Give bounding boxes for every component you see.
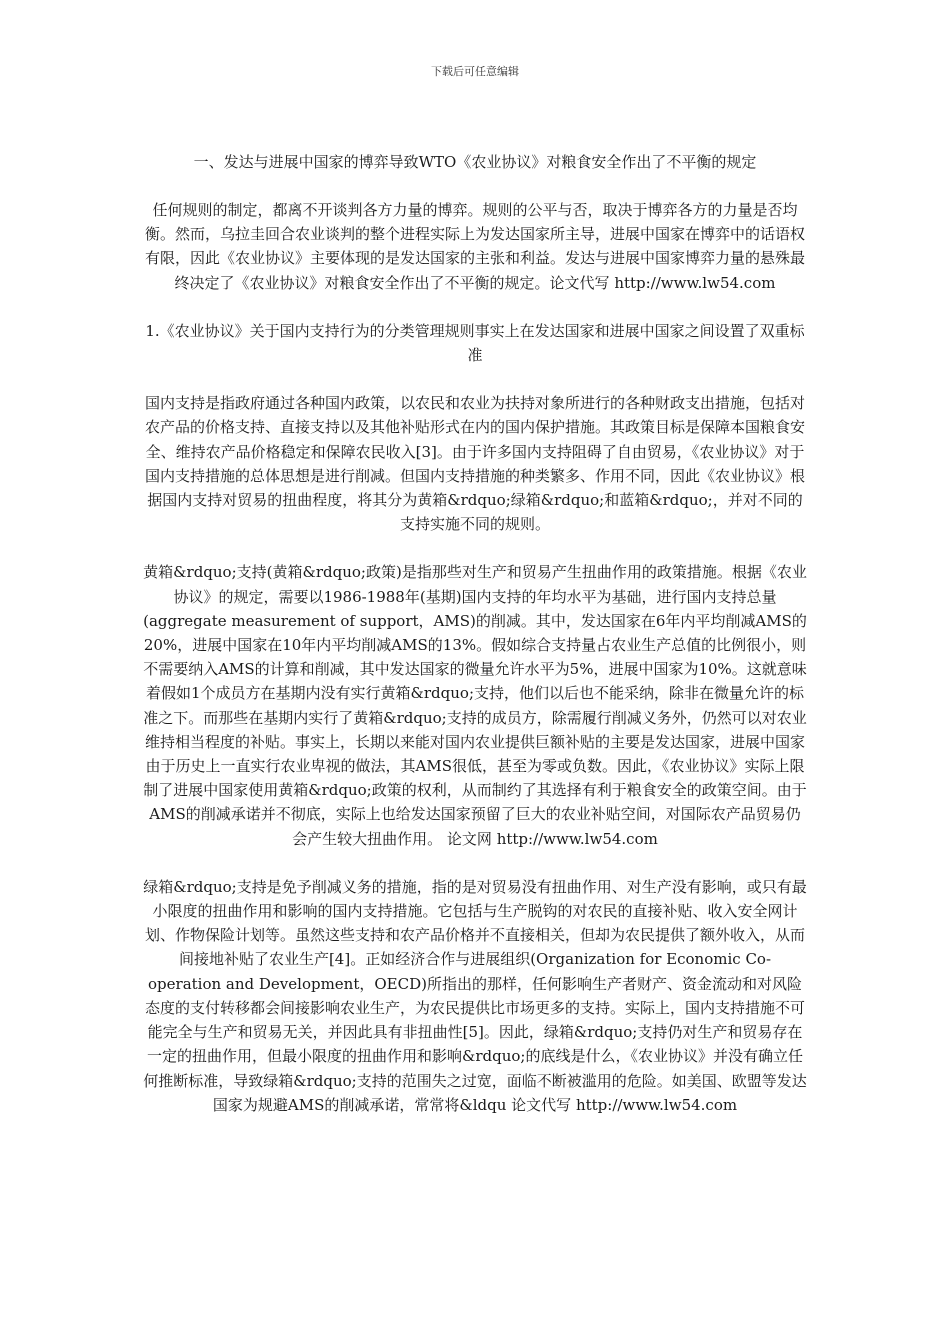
paragraph-domestic-support: 国内支持是指政府通过各种国内政策，以农民和农业为扶持对象所进行的各种财政支出措施，包括对农产品的价格支持、直接支持以及其他补贴形式在内的国内保护措施。其政策目标是保障本国粮食安全、维持农产品价格稳定和保障农民收入[3]。由于许多国内支持阻碍了自由贸易，《农业协议》对于国内支持措施的总体思想是进行削减。但国内支持措施的种类繁多、作用不同，因此《农业协议》根据国内支持对贸易的扭曲程度，将其分为黄箱&rdquo;绿箱&rdquo;和蓝箱&rdquo;，并对不同的支持实施不同的规则。 [144,394,805,534]
header-note: 下载后可任意编辑 [431,65,519,78]
subsection-heading: 1.《农业协议》关于国内支持行为的分类管理规则事实上在发达国家和进展中国家之间设置了双重标准 [145,321,805,365]
document-body [143,150,807,1141]
paragraph-amber-box: 黄箱&rdquo;支持(黄箱&rdquo;政策)是指那些对生产和贸易产生扭曲作用的政策措施。根据《农业协议》的规定，需要以1986-1988年(基期)国内支持的年均水平为基础，进行国内支持总量(aggregate measurement of support，AMS)的削减。其中，发达国家在6年内平均削减AMS的20%，进展中国家在10年内平均削减AMS的13%。假如综合支持量占农业生产总值的比例很小，则不需要纳入AMS的计算和削减，其中发达国家的微量允许水平为5%，进展中国家为10%。这就意味着假如1个成员方在基期内没有实行黄箱&rdquo;支持，他们以后也不能采纳，除非在微量允许的标准之下。而那些在基期内实行了黄箱&rdquo;支持的成员方，除需履行削减义务外，仍然可以对农业维持相当程度的补贴。事实上，长期以来能对国内农业提供巨额补贴的主要是发达国家，进展中国家由于历史上一直实行农业卑视的做法，其AMS很低，甚至为零或负数。因此，《农业协议》实际上限制了进展中国家使用黄箱&rdquo;政策的权利，从而制约了其选择有利于粮食安全的政策空间。由于AMS的削减承诺并不彻底，实际上也给发达国家预留了巨大的农业补贴空间，对国际农产品贸易仍会产生较大扭曲作用。 论文网 http://www.lw54.com [143,563,807,848]
paragraph-green-box: 绿箱&rdquo;支持是免予削减义务的措施，指的是对贸易没有扭曲作用、对生产没有影响，或只有最小限度的扭曲作用和影响的国内支持措施。它包括与生产脱钩的对农民的直接补贴、收入安全网计划、作物保险计划等。虽然这些支持和农产品价格并不直接相关，但却为农民提供了额外收入，从而间接地补贴了农业生产[4]。正如经济合作与进展组织(Organization for Economic Co-operation and Development，OECD)所指出的那样，任何影响生产者财产、资金流动和对风险态度的支付转移都会间接影响农业生产，为农民提供比市场更多的支持。实际上，国内支持措施不可能完全与生产和贸易无关，并因此具有非扭曲性[5]。因此，绿箱&rdquo;支持仍对生产和贸易存在一定的扭曲作用，但最小限度的扭曲作用和影响&rdquo;的底线是什么，《农业协议》并没有确立任何推断标准，导致绿箱&rdquo;支持的范围失之过宽，面临不断被滥用的危险。如美国、欧盟等发达国家为规避AMS的削减承诺，常常将&ldqu 论文代写 http://www.lw54.com [143,877,807,1114]
paragraph-intro: 任何规则的制定，都离不开谈判各方力量的博弈。规则的公平与否，取决于博弈各方的力量是否均衡。然而，乌拉圭回合农业谈判的整个进程实际上为发达国家所主导，进展中国家在博弈中的话语权有限，因此《农业协议》主要体现的是发达国家的主张和利益。发达与进展中国家博弈力量的悬殊最终决定了《农业协议》对粮食安全作出了不平衡的规定。论文代写 http://www.lw54.com [144,201,805,292]
section-title: 一、发达与进展中国家的博弈导致WTO《农业协议》对粮食安全作出了不平衡的规定 [193,153,757,171]
